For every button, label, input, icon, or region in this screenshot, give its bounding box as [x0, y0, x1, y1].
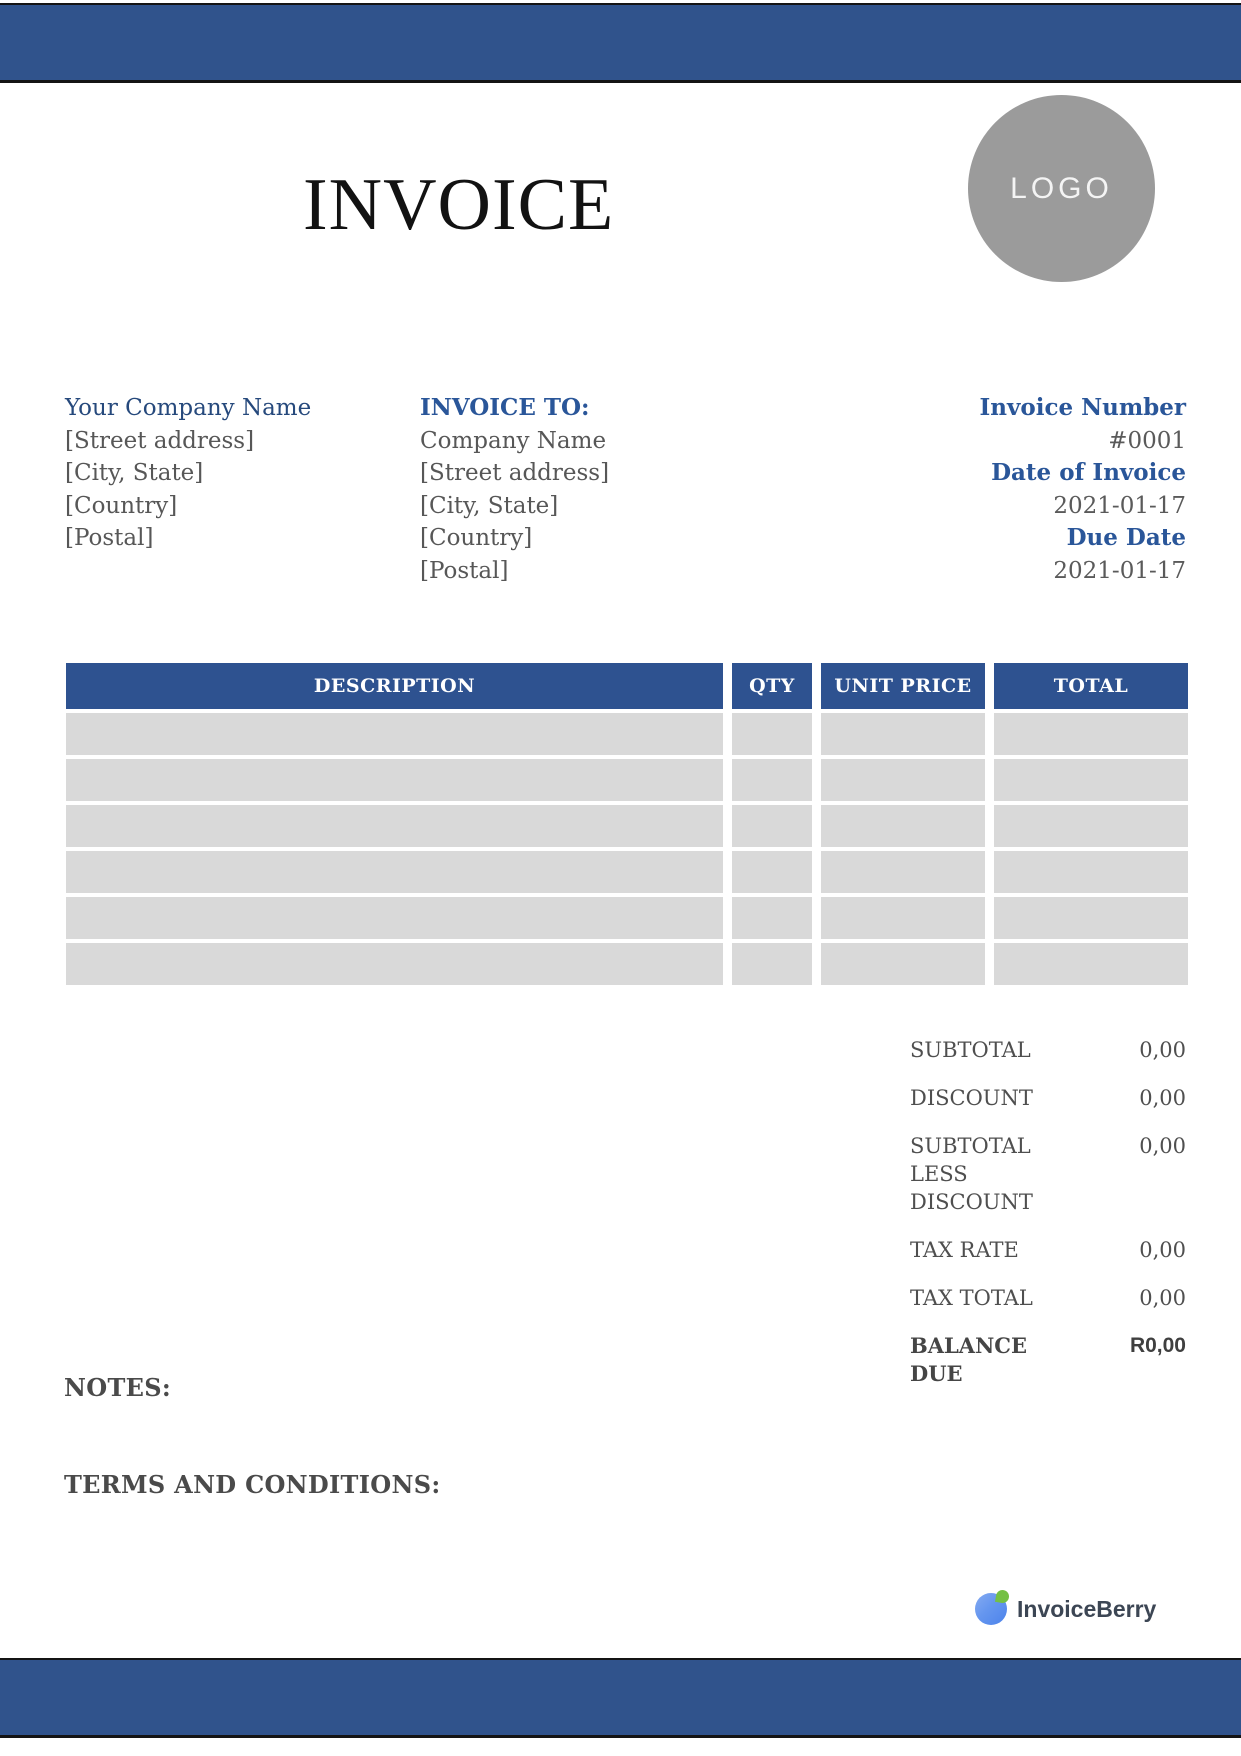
recipient-street: [Street address]: [420, 460, 610, 486]
table-cell: [66, 805, 723, 847]
invoice-info-section: [65, 392, 1186, 587]
invoiceberry-berry-icon: [975, 1593, 1007, 1625]
balance-due-row: [910, 1332, 1186, 1388]
sender-country: [Country]: [65, 492, 178, 519]
discount-row: [910, 1084, 1186, 1112]
notes-heading: NOTES:: [64, 1373, 171, 1402]
subtotal-less-discount-label: SUBTOTAL LESS DISCOUNT: [910, 1134, 1033, 1214]
subtotal-less-discount-value: 0,00: [1139, 1134, 1186, 1158]
totals-section: [910, 1036, 1186, 1408]
table-cell: [994, 851, 1188, 893]
invoice-to-heading: INVOICE TO:: [420, 394, 590, 421]
top-brand-bar: [0, 3, 1241, 83]
subtotal-row: [910, 1036, 1186, 1064]
table-cell: [994, 943, 1188, 985]
due-date-value: 2021-01-17: [1053, 557, 1186, 584]
table-cell: [66, 897, 723, 939]
table-cell: [994, 713, 1188, 755]
due-date-label: Due Date: [1066, 524, 1186, 551]
recipient-country: [Country]: [420, 525, 533, 551]
table-cell: [66, 713, 723, 755]
discount-label: DISCOUNT: [910, 1086, 1033, 1110]
terms-heading: TERMS AND CONDITIONS:: [64, 1470, 441, 1499]
page-title: INVOICE: [303, 164, 615, 246]
table-cell: [732, 713, 812, 755]
balance-due-label: BALANCE DUE: [910, 1333, 1028, 1386]
tax-total-value: 0,00: [1139, 1286, 1186, 1310]
table-cell: [821, 805, 985, 847]
tax-total-label: TAX TOTAL: [910, 1286, 1033, 1310]
logo-placeholder: [968, 95, 1155, 282]
subtotal-less-discount-row: [910, 1132, 1186, 1216]
sender-city-state: [City, State]: [65, 460, 204, 486]
invoice-number-value: #0001: [1108, 427, 1186, 454]
recipient-company-name: Company Name: [420, 427, 607, 454]
invoiceberry-brand-text: InvoiceBerry: [1017, 1595, 1157, 1622]
table-cell: [821, 943, 985, 985]
table-cell: [821, 897, 985, 939]
invoice-date-value: 2021-01-17: [1053, 492, 1186, 519]
invoice-meta-block: [980, 392, 1186, 587]
column-header-total: TOTAL: [994, 663, 1188, 709]
table-cell: [66, 943, 723, 985]
tax-total-row: [910, 1284, 1186, 1312]
recipient-address-block: [420, 392, 760, 587]
subtotal-value: 0,00: [1139, 1038, 1186, 1062]
table-cell: [994, 759, 1188, 801]
invoice-number-label: Invoice Number: [979, 394, 1186, 421]
recipient-postal: [Postal]: [420, 557, 509, 584]
sender-street: [Street address]: [65, 427, 255, 454]
table-cell: [66, 851, 723, 893]
sender-company-name: Your Company Name: [65, 395, 312, 421]
discount-value: 0,00: [1139, 1086, 1186, 1110]
logo-placeholder-label: LOGO: [1010, 171, 1113, 205]
table-cell: [732, 805, 812, 847]
table-cell: [732, 851, 812, 893]
invoice-date-label: Date of Invoice: [991, 459, 1186, 486]
invoiceberry-branding: [975, 1593, 1156, 1625]
table-cell: [66, 759, 723, 801]
tax-rate-label: TAX RATE: [910, 1238, 1019, 1262]
column-header-description: DESCRIPTION: [66, 663, 723, 709]
table-cell: [994, 897, 1188, 939]
line-items-table: [66, 663, 1188, 985]
tax-rate-row: [910, 1236, 1186, 1264]
column-header-qty: QTY: [732, 663, 812, 709]
column-header-unit-price: UNIT PRICE: [821, 663, 985, 709]
recipient-city-state: [City, State]: [420, 492, 559, 519]
sender-postal: [Postal]: [65, 525, 154, 551]
table-cell: [732, 897, 812, 939]
sender-address-block: [65, 392, 378, 587]
table-cell: [732, 759, 812, 801]
table-cell: [994, 805, 1188, 847]
subtotal-label: SUBTOTAL: [910, 1038, 1031, 1062]
table-cell: [821, 713, 985, 755]
table-cell: [821, 759, 985, 801]
bottom-brand-bar: [0, 1658, 1241, 1738]
balance-due-value: R0,00: [1129, 1334, 1186, 1357]
table-cell: [821, 851, 985, 893]
table-cell: [732, 943, 812, 985]
tax-rate-value: 0,00: [1139, 1238, 1186, 1262]
